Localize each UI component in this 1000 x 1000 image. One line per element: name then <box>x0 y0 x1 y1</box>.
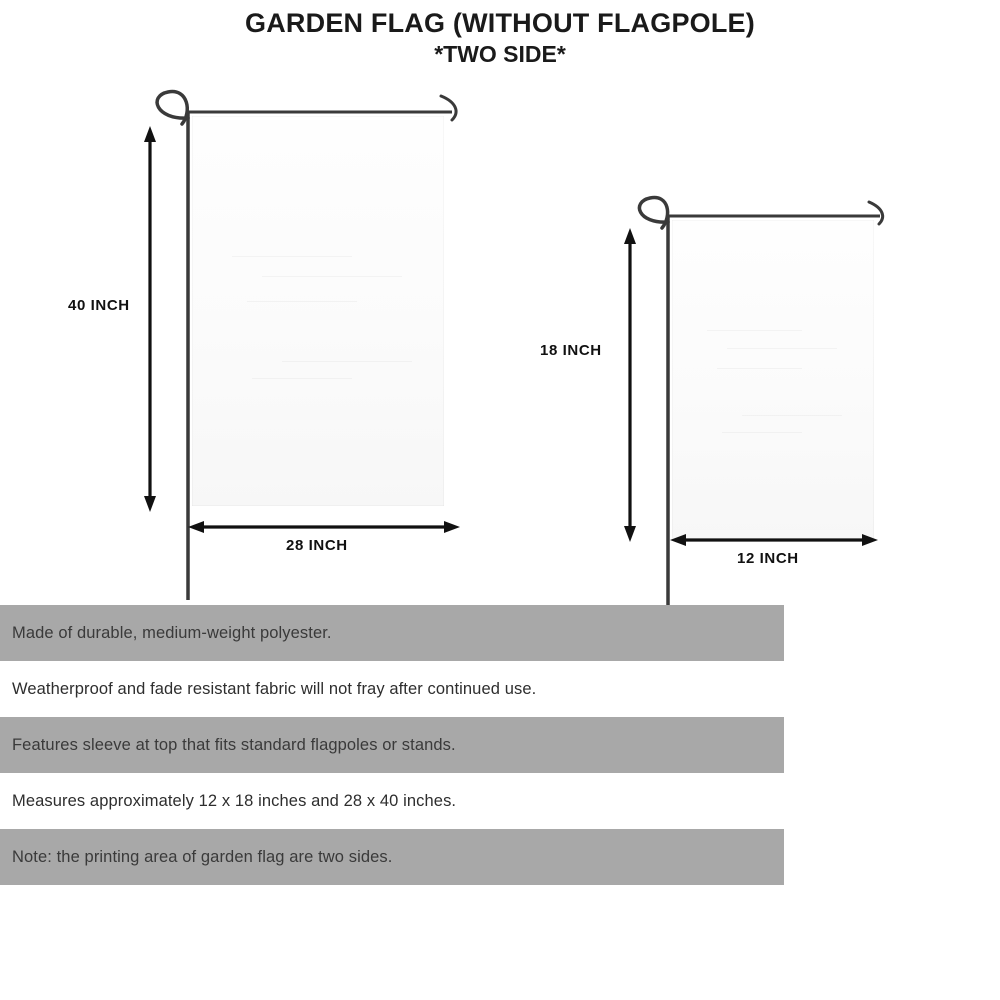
page-subtitle: *TWO SIDE* <box>434 41 566 68</box>
page-title: GARDEN FLAG (WITHOUT FLAGPOLE) <box>245 8 755 38</box>
list-item <box>0 773 784 829</box>
list-item-text: Made of durable, medium-weight polyester. <box>12 623 332 642</box>
large-flag-height-arrow <box>144 126 156 512</box>
list-item-text: Features sleeve at top that fits standard flagpoles or stands. <box>12 735 456 754</box>
large-flag-height-label: 40 INCH <box>68 297 130 314</box>
list-item <box>0 829 784 885</box>
feature-list <box>0 605 784 885</box>
large-flag-width-label: 28 INCH <box>286 537 348 554</box>
large-flag-width-arrow <box>188 521 460 533</box>
small-flag-height-arrow <box>624 228 636 542</box>
list-item-text: Measures approximately 12 x 18 inches and 28 x 40 inches. <box>12 791 457 810</box>
small-flag-width-arrow <box>670 534 878 546</box>
list-item <box>0 661 784 717</box>
list-item <box>0 605 784 661</box>
small-flag-width-label: 12 INCH <box>737 550 799 567</box>
list-item-text: Weatherproof and fade resistant fabric will not fray after continued use. <box>12 679 537 698</box>
list-item-text: Note: the printing area of garden flag are two sides. <box>12 847 393 866</box>
list-item <box>0 717 784 773</box>
small-flag-height-label: 18 INCH <box>540 342 602 359</box>
